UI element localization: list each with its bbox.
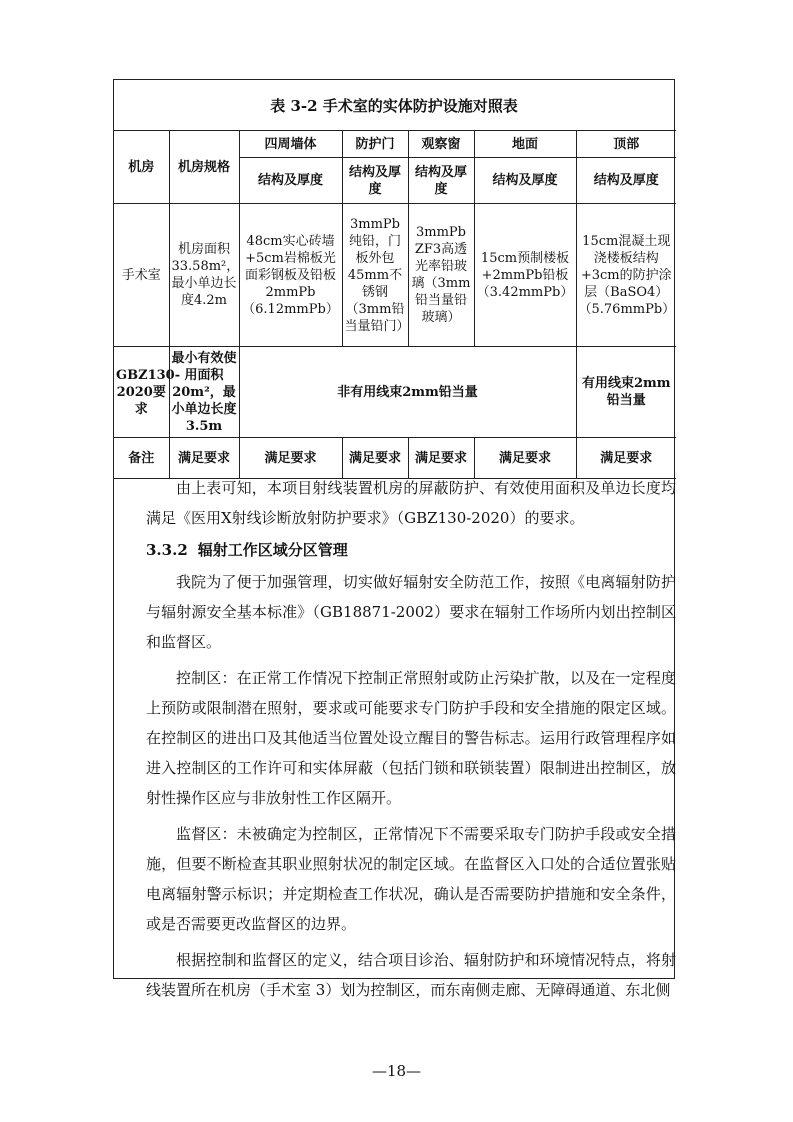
note-room: 备注 xyxy=(114,438,169,479)
header-floor: 地面 xyxy=(474,131,576,158)
note-walls: 满足要求 xyxy=(239,438,342,479)
cell-floor: 15cm预制楼板+2mmPb铅板（3.42mmPb） xyxy=(474,204,576,347)
paragraph-block-2 xyxy=(146,567,676,1005)
cell-door: 3mmPb纯铅，门板外包45mm不锈钢（3mm铅当量铅门） xyxy=(342,204,408,347)
section-heading xyxy=(146,539,348,560)
note-roof: 满足要求 xyxy=(576,438,676,479)
header-window: 观察窗 xyxy=(408,131,474,158)
section-number: 3.3.2 xyxy=(146,541,188,559)
shielding-comparison-table xyxy=(114,130,676,479)
cell-walls: 48cm实心砖墙+5cm岩棉板光面彩钢板及铅板2mmPb（6.12mmPb） xyxy=(239,204,342,347)
req-spec: 最小有效使用面积20m²，最小单边长度3.5m xyxy=(169,347,239,438)
note-spec: 满足要求 xyxy=(169,438,239,479)
paragraph-supervision-zone: 监督区：未被确定为控制区，正常情况下不需要采取专门防护手段或安全措施，但要不断检查其职业照射状况的制定区域。在监督区入口处的合适位置张贴电离辐射警示标识；并定期检查工作状况，确认是否需要防护措施和安全条件，或是否需要更改监督区的边界。 xyxy=(146,825,676,933)
cell-window: 3mmPb ZF3高透光率铅玻璃（3mm铅当量铅玻璃） xyxy=(408,204,474,347)
header-roof: 顶部 xyxy=(576,131,676,158)
subheader-roof: 结构及厚度 xyxy=(576,158,676,204)
paragraph-control-zone: 控制区：在正常工作情况下控制正常照射或防止污染扩散，以及在一定程度上预防或限制潜在照射，要求或可能要求专门防护手段和安全措施的限定区域。在控制区的进出口及其他适当位置处设立醒目的警告标志。运用行政管理程序如进入控制区的工作许可和实体屏蔽（包括门锁和联锁装置）限制进出控制区，放射性操作区应与非放射性工作区隔开。 xyxy=(146,669,676,807)
paragraph-zoning-intro: 我院为了便于加强管理，切实做好辐射安全防范工作，按照《电离辐射防护与辐射源安全基本标准》（GB18871-2002）要求在辐射工作场所内划出控制区和监督区。 xyxy=(146,573,676,651)
header-room: 机房 xyxy=(114,131,169,204)
header-door: 防护门 xyxy=(342,131,408,158)
subheader-floor: 结构及厚度 xyxy=(474,158,576,204)
req-non-useful-beam: 非有用线束2mm铅当量 xyxy=(239,347,576,438)
table-title: 表 3-2 手术室的实体防护设施对照表 xyxy=(270,97,518,115)
cell-roof: 15cm混凝土现浇楼板结构+3cm的防护涂层（BaSO4）（5.76mmPb） xyxy=(576,204,676,347)
section-title: 辐射工作区域分区管理 xyxy=(197,541,348,559)
note-door: 满足要求 xyxy=(342,438,408,479)
page-number: —18— xyxy=(371,1062,422,1080)
paragraph-zone-assignment: 根据控制和监督区的定义，结合项目诊治、辐射防护和环境情况特点，将射线装置所在机房（手术室 3）划为控制区，而东南侧走廊、无障碍通道、东北侧 xyxy=(146,951,676,999)
header-walls: 四周墙体 xyxy=(239,131,342,158)
subheader-walls: 结构及厚度 xyxy=(239,158,342,204)
note-floor: 满足要求 xyxy=(474,438,576,479)
subheader-door: 结构及厚度 xyxy=(342,158,408,204)
req-room: GBZ130-2020要求 xyxy=(114,347,169,438)
req-useful-beam: 有用线束2mm铅当量 xyxy=(576,347,676,438)
header-spec: 机房规格 xyxy=(169,131,239,204)
note-window: 满足要求 xyxy=(408,438,474,479)
paragraph-block-1 xyxy=(146,473,676,533)
paragraph-conclusion: 由上表可知，本项目射线装置机房的屏蔽防护、有效使用面积及单边长度均满足《医用X射线诊断放射防护要求》（GBZ130-2020）的要求。 xyxy=(146,479,676,527)
subheader-window: 结构及厚度 xyxy=(408,158,474,204)
cell-spec: 机房面积33.58m²，最小单边长度4.2m xyxy=(169,204,239,347)
table-row-operating-room xyxy=(114,204,676,347)
table-header-row xyxy=(114,131,676,158)
cell-room: 手术室 xyxy=(114,204,169,347)
table-row-requirement xyxy=(114,347,676,438)
